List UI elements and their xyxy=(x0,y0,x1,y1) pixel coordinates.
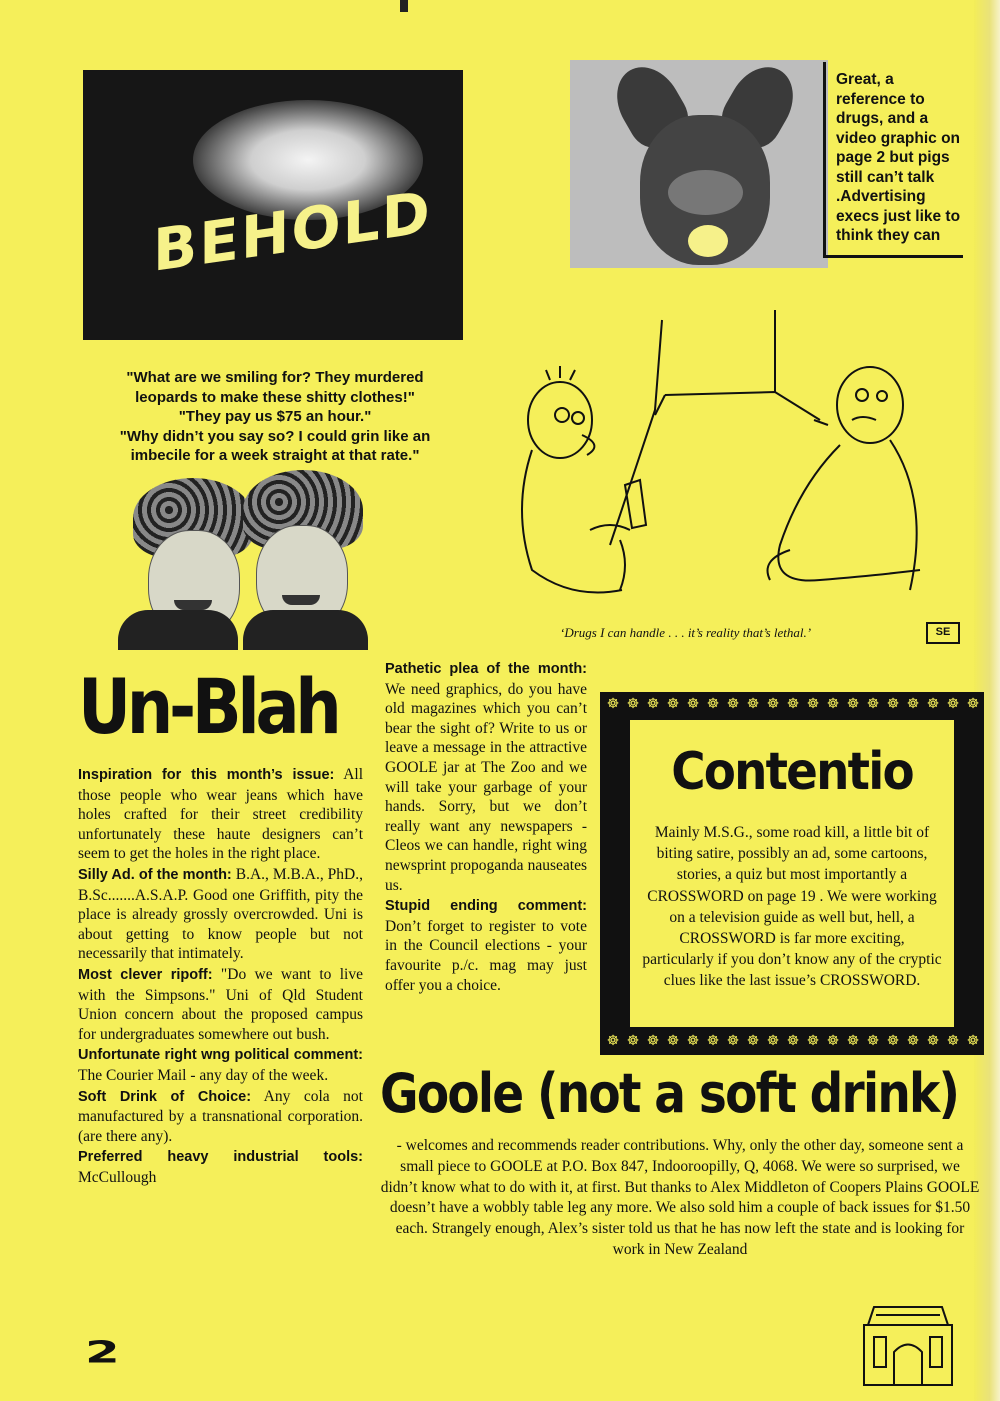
contentio-heading: Contentio xyxy=(671,742,913,802)
item-label: Pathetic plea of the month: xyxy=(385,661,587,677)
lightbulb-icon: ☸ xyxy=(866,697,880,712)
item-text: B.A., M.B.A., PhD., B.Sc.......A.S.A.P. Good one Griffith, pity the place is already grossly overcrowded. Uni is about getting to know people but not necessarily that intimately. xyxy=(78,865,363,963)
lightbulb-icon: ☸ xyxy=(766,1034,780,1049)
building-arch-icon xyxy=(858,1297,958,1387)
lightbulb-icon: ☸ xyxy=(606,697,620,712)
item-text: Any cola not manufactured by a transnational corporation. (are there any). xyxy=(78,1087,363,1145)
lightbulb-icon: ☸ xyxy=(806,1034,820,1049)
lightbulb-icon: ☸ xyxy=(886,1034,900,1049)
item-label: Unfortunate right wng political comment: xyxy=(78,1047,363,1064)
pig-mouth xyxy=(688,225,728,257)
unblah-column-1 xyxy=(78,765,363,1188)
item-text: McCullough xyxy=(78,1168,157,1186)
lightbulb-icon: ☸ xyxy=(626,697,640,712)
lightbulb-icon: ☸ xyxy=(646,1034,660,1049)
smile-right xyxy=(282,595,320,605)
lightbulb-icon: ☸ xyxy=(726,1034,740,1049)
lightbulb-icon: ☸ xyxy=(686,1034,700,1049)
lightbulb-icon: ☸ xyxy=(846,697,860,712)
item-text: We need graphics, do you have old magazines which you can’t bear the sight of? Write to us or leave a message in the attractive GOOLE jar at The Zoo and we will take your garbage of your hands. Sorry, but we don’t really want any newspapers - Cleos we can handle, right wing newsprint propoganda nauseates us. xyxy=(385,680,587,894)
lightbulb-icon: ☸ xyxy=(826,1034,840,1049)
cartoon-caption: ‘Drugs I can handle . . . it’s reality that’s lethal.’ xyxy=(560,625,812,640)
lightbulb-icon: ☸ xyxy=(626,1034,640,1049)
pig-image xyxy=(570,60,828,268)
lightbulb-icon: ☸ xyxy=(746,1034,760,1049)
unblah-item xyxy=(78,965,363,1044)
lightbulb-icon: ☸ xyxy=(926,697,940,712)
smile-left xyxy=(174,600,212,610)
behold-image xyxy=(83,70,463,340)
quote-line: leopards to make these shitty clothes!" xyxy=(135,388,415,406)
lightbulb-icon: ☸ xyxy=(946,1034,960,1049)
lightbulb-icon: ☸ xyxy=(806,697,820,712)
lightbulb-icon: ☸ xyxy=(646,697,660,712)
quote-line: "They pay us $75 an hour." xyxy=(178,408,372,425)
unblah-item xyxy=(385,896,587,995)
quote-line: imbecile for a week straight at that rate." xyxy=(130,447,420,464)
lightbulb-icon: ☸ xyxy=(606,1034,620,1049)
pig-caption: Great, a reference to drugs, and a video graphic on page 2 but pigs still can’t talk .Advertising execs just like to think they can xyxy=(823,62,963,258)
unblah-item xyxy=(385,659,587,895)
quote-line: "What are we smiling for? They murdered xyxy=(126,369,424,386)
contentio-text: Mainly M.S.G., some road kill, a little bit of biting satire, possibly an ad, some cartoons, stories, a quiz but most importantly a CROSSWORD on page 19 . We were working on a television guide as well but, hell, a CROSSWORD is far more exciting, particularly if you don’t know any of the cryptic clues like the last issue’s CROSSWORD. xyxy=(642,824,942,990)
item-label: Inspiration for this month’s issue: xyxy=(78,767,335,783)
lightbulb-icon: ☸ xyxy=(966,1034,980,1049)
item-text: Don’t forget to register to vote in the Council elections - your favourite p./c. mag may just offer you a choice. xyxy=(385,917,587,994)
goole-text: - welcomes and recommends reader contributions. Why, only the other day, someone sent a small piece to GOOLE at P.O. Box 847, Indooroopilly, Q, 4068. We were so surprised, we didn’t know what to do with it, at first. But thanks to Alex Middleton of Coopers Plains GOOLE doesn’t have a wobbly table leg any more. We also sold him a couple of back issues for $1.50 each. Strangely enough, Alex’s sister told us that he has now left the state and is looking for work in New Zealand xyxy=(380,1137,980,1258)
shoulder-right xyxy=(243,610,368,650)
unblah-item xyxy=(78,1147,363,1187)
item-label: Preferred heavy industrial tools: xyxy=(78,1149,363,1166)
lightbulb-icon: ☸ xyxy=(686,697,700,712)
unblah-item xyxy=(78,1087,363,1147)
item-text: The Courier Mail - any day of the week. xyxy=(78,1066,329,1084)
lightbulb-icon: ☸ xyxy=(906,697,920,712)
unblah-item xyxy=(78,1045,363,1085)
cartoon-signature: SE xyxy=(926,622,960,644)
lightbulb-icon: ☸ xyxy=(746,697,760,712)
page-number: 2 xyxy=(85,1335,120,1370)
unblah-item xyxy=(78,865,363,964)
lightbulb-icon: ☸ xyxy=(946,697,960,712)
lightbulb-icon: ☸ xyxy=(706,697,720,712)
cartoon-drawing xyxy=(490,300,930,630)
lightbulb-icon: ☸ xyxy=(826,697,840,712)
lightbulb-border-top xyxy=(604,696,982,714)
lightbulb-icon: ☸ xyxy=(726,697,740,712)
lightbulb-icon: ☸ xyxy=(666,1034,680,1049)
unblah-column-2 xyxy=(385,659,587,996)
lightbulb-border-bottom xyxy=(604,1033,982,1051)
lightbulb-icon: ☸ xyxy=(786,1034,800,1049)
quote-line: "Why didn’t you say so? I could grin like an xyxy=(119,427,431,445)
behold-word: BEHOLD xyxy=(153,177,432,285)
lightbulb-icon: ☸ xyxy=(926,1034,940,1049)
contentio-box xyxy=(600,692,984,1055)
lightbulb-icon: ☸ xyxy=(706,1034,720,1049)
item-label: Most clever ripoff: xyxy=(78,966,213,983)
contentio-panel xyxy=(628,718,956,1029)
lightbulb-icon: ☸ xyxy=(786,697,800,712)
item-label: Silly Ad. of the month: xyxy=(78,866,232,883)
top-mark xyxy=(400,0,408,12)
women-leopard-hats-image xyxy=(118,470,368,650)
shoulder-left xyxy=(118,610,238,650)
lightbulb-icon: ☸ xyxy=(886,697,900,712)
goole-heading: Goole (not a soft drink) xyxy=(380,1062,959,1125)
pig-snout xyxy=(668,170,743,215)
lightbulb-icon: ☸ xyxy=(846,1034,860,1049)
item-text: "Do we want to live with the Simpsons." Uni of Qld Student Union concern about the proposed campus for undergraduates somewhere out bush. xyxy=(78,965,363,1043)
smiling-quote xyxy=(85,368,465,466)
item-label: Stupid ending comment: xyxy=(385,898,587,915)
item-text: All those people who wear jeans which have holes crafted for their street credibility unfortunately these haute designers can’t seem to get the holes in the right place. xyxy=(78,766,364,863)
unblah-item xyxy=(78,765,363,864)
lightbulb-icon: ☸ xyxy=(766,697,780,712)
lightbulb-icon: ☸ xyxy=(866,1034,880,1049)
lightbulb-icon: ☸ xyxy=(906,1034,920,1049)
unblah-heading: Un-Blah xyxy=(78,662,338,751)
lightbulb-icon: ☸ xyxy=(966,697,980,712)
lightbulb-icon: ☸ xyxy=(666,697,680,712)
item-label: Soft Drink of Choice: xyxy=(78,1088,252,1105)
